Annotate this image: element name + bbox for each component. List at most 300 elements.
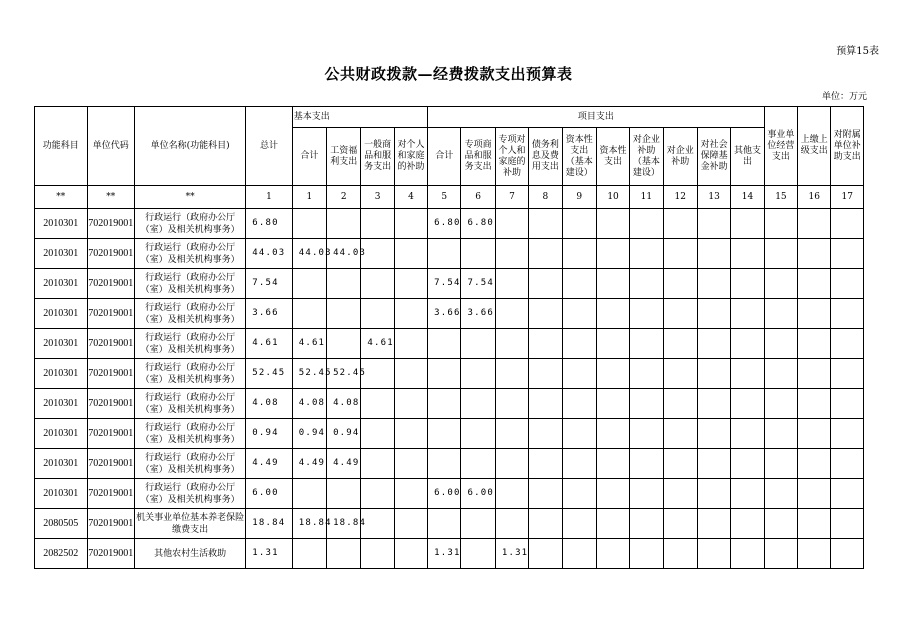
cell-empty <box>630 329 663 359</box>
cell-func: 2010301 <box>35 209 88 239</box>
cell-empty <box>831 509 864 539</box>
cell-total: 4.08 <box>246 389 292 419</box>
cell-name: 行政运行（政府办公厅（室）及相关机构事务） <box>135 389 246 419</box>
cell-b-total: 4.61 <box>292 329 326 359</box>
cell-empty <box>562 449 596 479</box>
cell-b-total: 52.45 <box>292 359 326 389</box>
cell-p-total: 1.31 <box>428 539 461 569</box>
header-project-col: 资本性支出 <box>596 128 629 186</box>
cell-empty <box>596 539 629 569</box>
cell-b-total <box>292 299 326 329</box>
cell-b-wage: 44.03 <box>327 239 361 269</box>
cell-b-goods: 4.61 <box>361 329 394 359</box>
cell-p-goods <box>461 539 495 569</box>
cell-p-person <box>495 509 528 539</box>
cell-p-person <box>495 329 528 359</box>
cell-empty <box>596 329 629 359</box>
cell-name: 其他农村生活救助 <box>135 539 246 569</box>
cell-code: 702019001 <box>87 359 135 389</box>
cell-p-person <box>495 209 528 239</box>
cell-b-wage: 52.45 <box>327 359 361 389</box>
cell-p-person <box>495 299 528 329</box>
cell-b-goods <box>361 209 394 239</box>
cell-b-wage: 4.08 <box>327 389 361 419</box>
cell-empty <box>630 449 663 479</box>
cell-empty <box>529 299 562 329</box>
cell-func: 2010301 <box>35 359 88 389</box>
header-basic-group: 基本支出 <box>292 107 427 128</box>
cell-total: 44.03 <box>246 239 292 269</box>
cell-empty <box>663 389 697 419</box>
cell-empty <box>798 419 831 449</box>
cell-empty <box>562 539 596 569</box>
cell-b-goods <box>361 539 394 569</box>
form-number: 预算15表 <box>836 46 879 57</box>
header-project-col: 合计 <box>428 128 461 186</box>
index-cell: 1 <box>246 186 292 209</box>
cell-empty <box>630 539 663 569</box>
cell-empty <box>731 539 764 569</box>
cell-empty <box>731 299 764 329</box>
cell-p-total <box>428 389 461 419</box>
cell-code: 702019001 <box>87 389 135 419</box>
cell-empty <box>630 479 663 509</box>
cell-p-goods <box>461 509 495 539</box>
cell-empty <box>697 449 730 479</box>
cell-b-total: 4.08 <box>292 389 326 419</box>
cell-empty <box>663 209 697 239</box>
cell-empty <box>596 419 629 449</box>
table-row <box>35 299 864 329</box>
cell-b-person <box>394 299 427 329</box>
cell-empty <box>596 269 629 299</box>
cell-empty <box>596 299 629 329</box>
cell-empty <box>697 479 730 509</box>
cell-empty <box>630 359 663 389</box>
table-row <box>35 389 864 419</box>
cell-empty <box>663 359 697 389</box>
header-basic-col: 工资福利支出 <box>327 128 361 186</box>
header-project-col: 对企业补助 <box>663 128 697 186</box>
cell-empty <box>697 539 730 569</box>
cell-p-total <box>428 449 461 479</box>
header-project-col: 专项商品和服务支出 <box>461 128 495 186</box>
cell-b-wage <box>327 269 361 299</box>
table-row <box>35 539 864 569</box>
cell-empty <box>731 329 764 359</box>
cell-p-person <box>495 389 528 419</box>
cell-empty <box>764 389 797 419</box>
cell-name: 行政运行（政府办公厅（室）及相关机构事务） <box>135 209 246 239</box>
cell-empty <box>562 509 596 539</box>
cell-empty <box>831 539 864 569</box>
cell-func: 2010301 <box>35 299 88 329</box>
cell-empty <box>831 299 864 329</box>
cell-empty <box>562 329 596 359</box>
cell-empty <box>731 359 764 389</box>
cell-func: 2010301 <box>35 449 88 479</box>
cell-b-total <box>292 539 326 569</box>
cell-b-wage: 4.49 <box>327 449 361 479</box>
cell-func: 2010301 <box>35 239 88 269</box>
cell-empty <box>630 419 663 449</box>
cell-empty <box>630 509 663 539</box>
cell-p-goods <box>461 419 495 449</box>
cell-empty <box>731 239 764 269</box>
cell-empty <box>731 509 764 539</box>
cell-total: 4.49 <box>246 449 292 479</box>
cell-b-total: 4.49 <box>292 449 326 479</box>
cell-code: 702019001 <box>87 239 135 269</box>
cell-empty <box>798 209 831 239</box>
cell-empty <box>831 329 864 359</box>
cell-empty <box>562 299 596 329</box>
index-cell: ** <box>35 186 88 209</box>
cell-empty <box>764 299 797 329</box>
cell-code: 702019001 <box>87 479 135 509</box>
unit-label: 单位：万元 <box>822 92 868 102</box>
header-unit-name: 单位名称(功能科目) <box>135 107 246 186</box>
cell-empty <box>731 209 764 239</box>
cell-empty <box>831 269 864 299</box>
cell-func: 2082502 <box>35 539 88 569</box>
cell-empty <box>529 359 562 389</box>
cell-total: 18.84 <box>246 509 292 539</box>
cell-name: 行政运行（政府办公厅（室）及相关机构事务） <box>135 419 246 449</box>
cell-code: 702019001 <box>87 209 135 239</box>
cell-p-goods: 3.66 <box>461 299 495 329</box>
cell-p-person <box>495 239 528 269</box>
index-cell: 12 <box>663 186 697 209</box>
cell-empty <box>831 239 864 269</box>
cell-empty <box>764 509 797 539</box>
cell-empty <box>596 239 629 269</box>
cell-name: 行政运行（政府办公厅（室）及相关机构事务） <box>135 329 246 359</box>
cell-p-person <box>495 479 528 509</box>
index-cell: 17 <box>831 186 864 209</box>
header-func-subject: 功能科目 <box>35 107 88 186</box>
cell-empty <box>630 239 663 269</box>
cell-empty <box>596 359 629 389</box>
cell-name: 行政运行（政府办公厅（室）及相关机构事务） <box>135 359 246 389</box>
cell-b-person <box>394 329 427 359</box>
cell-b-wage <box>327 479 361 509</box>
cell-func: 2010301 <box>35 419 88 449</box>
index-cell: 15 <box>764 186 797 209</box>
table-row <box>35 269 864 299</box>
cell-p-total: 6.00 <box>428 479 461 509</box>
index-cell: 4 <box>394 186 427 209</box>
cell-p-person <box>495 419 528 449</box>
cell-p-total: 6.80 <box>428 209 461 239</box>
cell-b-person <box>394 239 427 269</box>
cell-empty <box>831 359 864 389</box>
cell-b-goods <box>361 449 394 479</box>
cell-total: 0.94 <box>246 419 292 449</box>
cell-empty <box>831 389 864 419</box>
index-cell: ** <box>87 186 135 209</box>
cell-code: 702019001 <box>87 449 135 479</box>
cell-b-person <box>394 419 427 449</box>
cell-b-person <box>394 479 427 509</box>
cell-p-total <box>428 239 461 269</box>
cell-func: 2010301 <box>35 329 88 359</box>
cell-empty <box>663 539 697 569</box>
index-cell: 2 <box>327 186 361 209</box>
table-row <box>35 209 864 239</box>
cell-empty <box>697 329 730 359</box>
index-cell: 5 <box>428 186 461 209</box>
header-upper: 上缴上级支出 <box>798 107 831 186</box>
table-row <box>35 449 864 479</box>
cell-p-total: 7.54 <box>428 269 461 299</box>
cell-b-wage <box>327 329 361 359</box>
cell-p-total <box>428 509 461 539</box>
cell-empty <box>798 359 831 389</box>
cell-empty <box>831 419 864 449</box>
header-project-col: 专项对个人和家庭的补助 <box>495 128 528 186</box>
cell-b-total <box>292 269 326 299</box>
header-basic-col: 合计 <box>292 128 326 186</box>
cell-name: 行政运行（政府办公厅（室）及相关机构事务） <box>135 479 246 509</box>
header-unit-code: 单位代码 <box>87 107 135 186</box>
cell-total: 3.66 <box>246 299 292 329</box>
cell-empty <box>663 329 697 359</box>
cell-code: 702019001 <box>87 329 135 359</box>
cell-code: 702019001 <box>87 419 135 449</box>
cell-p-goods: 7.54 <box>461 269 495 299</box>
index-cell: 1 <box>292 186 326 209</box>
cell-p-person <box>495 269 528 299</box>
cell-p-person <box>495 449 528 479</box>
cell-empty <box>697 419 730 449</box>
index-row <box>35 186 864 209</box>
cell-empty <box>731 449 764 479</box>
header-project-col: 其他支出 <box>731 128 764 186</box>
header-total: 总计 <box>246 107 292 186</box>
cell-name: 行政运行（政府办公厅（室）及相关机构事务） <box>135 299 246 329</box>
cell-b-wage: 0.94 <box>327 419 361 449</box>
table-row <box>35 479 864 509</box>
cell-b-wage <box>327 539 361 569</box>
header-basic-col: 对个人和家庭的补助 <box>394 128 427 186</box>
cell-func: 2010301 <box>35 479 88 509</box>
cell-empty <box>529 209 562 239</box>
cell-p-person: 1.31 <box>495 539 528 569</box>
header-basic-col: 一般商品和服务支出 <box>361 128 394 186</box>
cell-p-goods <box>461 329 495 359</box>
cell-b-total <box>292 209 326 239</box>
cell-empty <box>764 209 797 239</box>
cell-b-goods <box>361 299 394 329</box>
cell-p-goods <box>461 239 495 269</box>
cell-empty <box>798 389 831 419</box>
cell-empty <box>764 449 797 479</box>
table-row <box>35 509 864 539</box>
cell-empty <box>562 209 596 239</box>
cell-total: 6.80 <box>246 209 292 239</box>
cell-total: 7.54 <box>246 269 292 299</box>
cell-b-person <box>394 209 427 239</box>
cell-empty <box>697 299 730 329</box>
cell-empty <box>697 209 730 239</box>
index-cell: ** <box>135 186 246 209</box>
cell-empty <box>764 539 797 569</box>
index-cell: 14 <box>731 186 764 209</box>
cell-empty <box>663 479 697 509</box>
index-cell: 13 <box>697 186 730 209</box>
index-cell: 7 <box>495 186 528 209</box>
cell-empty <box>764 359 797 389</box>
cell-empty <box>697 239 730 269</box>
table-row <box>35 329 864 359</box>
cell-empty <box>562 419 596 449</box>
cell-p-total <box>428 359 461 389</box>
cell-empty <box>764 239 797 269</box>
cell-empty <box>596 209 629 239</box>
cell-code: 702019001 <box>87 509 135 539</box>
cell-b-wage: 18.84 <box>327 509 361 539</box>
cell-b-wage <box>327 209 361 239</box>
cell-b-goods <box>361 419 394 449</box>
cell-empty <box>697 359 730 389</box>
cell-b-goods <box>361 479 394 509</box>
header-biz: 事业单位经营支出 <box>764 107 797 186</box>
cell-p-goods: 6.00 <box>461 479 495 509</box>
cell-p-total <box>428 329 461 359</box>
cell-empty <box>697 509 730 539</box>
cell-empty <box>529 389 562 419</box>
cell-code: 702019001 <box>87 269 135 299</box>
table-row <box>35 359 864 389</box>
cell-empty <box>630 299 663 329</box>
cell-empty <box>798 449 831 479</box>
cell-empty <box>731 419 764 449</box>
cell-empty <box>663 509 697 539</box>
header-affil: 对附属单位补助支出 <box>831 107 864 186</box>
cell-p-person <box>495 359 528 389</box>
cell-p-total <box>428 419 461 449</box>
cell-b-person <box>394 389 427 419</box>
cell-empty <box>798 299 831 329</box>
cell-name: 行政运行（政府办公厅（室）及相关机构事务） <box>135 449 246 479</box>
cell-name: 机关事业单位基本养老保险缴费支出 <box>135 509 246 539</box>
cell-empty <box>630 209 663 239</box>
cell-empty <box>663 269 697 299</box>
cell-empty <box>562 269 596 299</box>
cell-empty <box>764 329 797 359</box>
cell-b-person <box>394 539 427 569</box>
cell-empty <box>562 389 596 419</box>
cell-total: 52.45 <box>246 359 292 389</box>
cell-empty <box>596 509 629 539</box>
cell-empty <box>596 389 629 419</box>
cell-b-person <box>394 359 427 389</box>
cell-func: 2010301 <box>35 269 88 299</box>
cell-empty <box>529 329 562 359</box>
cell-code: 702019001 <box>87 299 135 329</box>
cell-empty <box>562 479 596 509</box>
cell-b-goods <box>361 269 394 299</box>
cell-empty <box>731 269 764 299</box>
cell-empty <box>731 389 764 419</box>
index-cell: 11 <box>630 186 663 209</box>
cell-total: 1.31 <box>246 539 292 569</box>
cell-empty <box>697 389 730 419</box>
cell-total: 4.61 <box>246 329 292 359</box>
cell-empty <box>596 449 629 479</box>
cell-p-goods: 6.80 <box>461 209 495 239</box>
cell-empty <box>798 329 831 359</box>
cell-empty <box>529 509 562 539</box>
cell-empty <box>831 479 864 509</box>
table-row <box>35 419 864 449</box>
cell-empty <box>663 419 697 449</box>
cell-empty <box>663 299 697 329</box>
cell-empty <box>562 239 596 269</box>
cell-empty <box>831 209 864 239</box>
table-body <box>35 209 864 569</box>
cell-name: 行政运行（政府办公厅（室）及相关机构事务） <box>135 239 246 269</box>
cell-empty <box>529 449 562 479</box>
index-cell: 10 <box>596 186 629 209</box>
header-project-col: 资本性支出（基本建设） <box>562 128 596 186</box>
cell-empty <box>596 479 629 509</box>
cell-empty <box>529 479 562 509</box>
index-cell: 3 <box>361 186 394 209</box>
cell-empty <box>798 479 831 509</box>
index-cell: 16 <box>798 186 831 209</box>
cell-empty <box>630 389 663 419</box>
cell-p-goods <box>461 449 495 479</box>
cell-func: 2080505 <box>35 509 88 539</box>
cell-b-person <box>394 509 427 539</box>
cell-func: 2010301 <box>35 389 88 419</box>
cell-empty <box>764 269 797 299</box>
cell-code: 702019001 <box>87 539 135 569</box>
header-project-col: 债务利息及费用支出 <box>529 128 562 186</box>
cell-b-goods <box>361 389 394 419</box>
cell-b-total: 44.03 <box>292 239 326 269</box>
cell-b-person <box>394 269 427 299</box>
cell-b-wage <box>327 299 361 329</box>
page-title: 公共财政拨款—经费拨款支出预算表 <box>324 65 573 83</box>
cell-empty <box>764 479 797 509</box>
cell-name: 行政运行（政府办公厅（室）及相关机构事务） <box>135 269 246 299</box>
cell-empty <box>731 479 764 509</box>
cell-b-total <box>292 479 326 509</box>
index-cell: 8 <box>529 186 562 209</box>
cell-empty <box>663 449 697 479</box>
cell-b-total: 0.94 <box>292 419 326 449</box>
cell-empty <box>798 539 831 569</box>
cell-p-goods <box>461 389 495 419</box>
cell-empty <box>529 539 562 569</box>
cell-empty <box>764 419 797 449</box>
index-cell: 9 <box>562 186 596 209</box>
table-row <box>35 239 864 269</box>
cell-empty <box>529 239 562 269</box>
cell-b-total: 18.84 <box>292 509 326 539</box>
cell-empty <box>798 509 831 539</box>
cell-empty <box>798 269 831 299</box>
cell-empty <box>529 269 562 299</box>
budget-table <box>34 106 864 569</box>
cell-empty <box>562 359 596 389</box>
cell-p-goods <box>461 359 495 389</box>
header-project-col: 对企业补助（基本建设） <box>630 128 663 186</box>
cell-empty <box>630 269 663 299</box>
